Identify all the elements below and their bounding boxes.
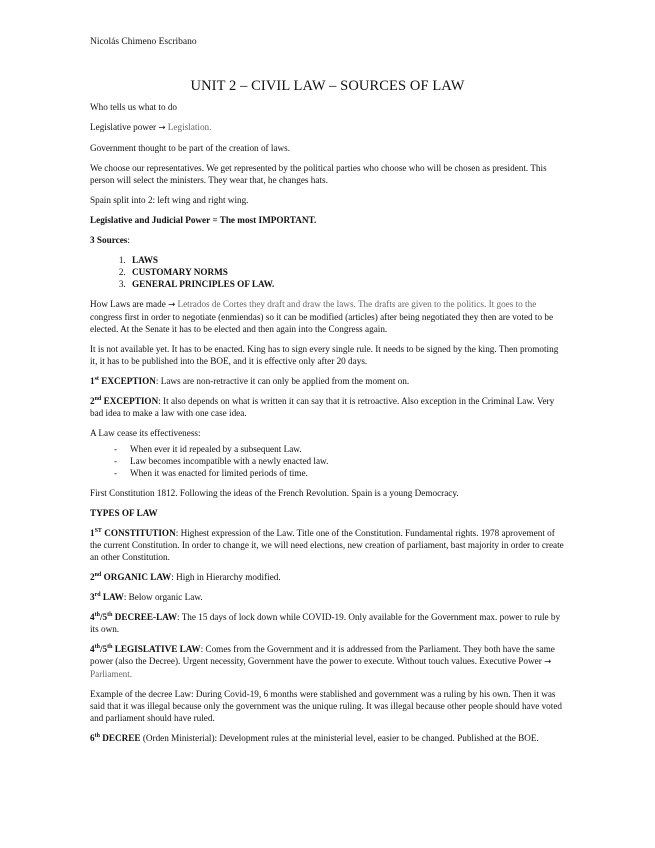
sources-colon: :	[127, 235, 130, 245]
author-header: Nicolás Chimeno Escribano	[90, 37, 197, 47]
legislative-label: Legislative power	[90, 122, 157, 132]
list-item: - When ever it id repealed by a subsequent Law.	[114, 443, 565, 455]
type-number: 1	[90, 528, 95, 538]
type-text: (Orden Ministerial): Development rules at the ministerial level, easier to be changed. Published at the BOE.	[140, 733, 539, 743]
types-heading-text: TYPES OF LAW	[90, 508, 158, 518]
type-decree	[90, 732, 565, 744]
powers-important	[90, 214, 565, 226]
ordinal-suffix: th	[107, 643, 113, 650]
list-item	[128, 278, 565, 290]
example-decree: Example of the decree Law: During Covid-19, 6 months were stablished and government was a ruling by his own. Then it was said that it was illegal because only the government was the unique ruling. It was illegal because other people should have voted and parliament should have ruled.	[90, 689, 562, 723]
type-text: : The 15 days of lock down while COVID-19. Only available for the Government max. power to rule by its own.	[90, 612, 561, 634]
exception-1	[90, 375, 565, 387]
ordinal-suffix: nd	[94, 395, 102, 402]
ordinal-suffix: th	[94, 643, 100, 650]
first-constitution: First Constitution 1812. Following the ideas of the French Revolution. Spain is a young Democracy.	[90, 488, 459, 498]
arrow-right-icon: →	[168, 300, 176, 310]
list-item: - When it was enacted for limited periods of time.	[114, 467, 565, 479]
how-laws-text: congress first in order to negotiate (enmiendas) so it can be modified (articles) after being negotiated they then are voted to be elected. At the Senate it has to be elected and then again into the Congress again.	[90, 312, 554, 334]
type-number: 3	[90, 592, 95, 602]
ordinal-suffix: ST	[94, 527, 102, 534]
type-label: LEGISLATIVE LAW	[114, 644, 201, 654]
type-constitution	[90, 527, 565, 563]
intro-line: Who tells us what to do	[90, 102, 178, 112]
ordinal-suffix: th	[107, 611, 113, 618]
exception-text: : Laws are non-retractive it can only be applied from the moment on.	[155, 376, 410, 386]
ordinal-suffix: th	[94, 732, 100, 739]
not-available-paragraph: It is not available yet. It has to be enacted. King has to sign every single rule. It needs to be signed by the king. Then promoting it, it has to be published into the BOE, and it is effective only after 20 days.	[90, 344, 559, 366]
exception-number: 2	[90, 396, 95, 406]
list-item	[128, 266, 565, 278]
document-title: UNIT 2 – CIVIL LAW – SOURCES OF LAW	[190, 78, 465, 94]
type-label: LAW	[102, 592, 124, 602]
exception-label: EXCEPTION	[101, 376, 156, 386]
type-label: DECREE	[102, 733, 141, 743]
cease-intro: A Law cease its effectiveness:	[90, 428, 201, 438]
ordinal-suffix: rd	[94, 591, 101, 598]
type-label: DECREE-LAW	[114, 612, 178, 622]
type-text: : Comes from the Government and it is addressed from the Parliament. They both have the same power (also the Decree). Urgent necessity, Government have the power to execute. Without touch values. Executive Power	[90, 644, 555, 666]
ordinal-suffix: nd	[94, 571, 102, 578]
type-decree-law	[90, 611, 565, 635]
arrow-right-icon: →	[544, 657, 552, 667]
type-separator: /5	[99, 644, 108, 654]
legislative-target: Legislation.	[167, 122, 212, 132]
how-laws-gray-text: Letrados de Cortes they draft and draw the laws. The drafts are given to the politics. It goes to the	[177, 299, 537, 309]
list-item	[128, 254, 565, 266]
document-body	[90, 101, 565, 752]
type-label: CONSTITUTION	[104, 528, 176, 538]
government-thought: Government thought to be part of the creation of laws.	[90, 143, 291, 153]
source-item-text: LAWS	[132, 255, 159, 265]
exception-label: EXCEPTION	[103, 396, 159, 406]
type-text: : High in Hierarchy modified.	[171, 572, 281, 582]
spain-split-line: Spain split into 2: left wing and right wing.	[90, 195, 249, 205]
arrow-right-icon: →	[158, 123, 166, 133]
type-organic-law	[90, 571, 565, 583]
exception-text: : It also depends on what is written it can say that it is retroactive. Also exception in the Criminal Law. Very bad idea to make a law with one case idea.	[90, 396, 555, 418]
source-item-text: CUSTOMARY NORMS	[132, 267, 228, 277]
list-item: - Law becomes incompatible with a newly enacted law.	[114, 455, 565, 467]
type-text: : Below organic Law.	[123, 592, 203, 602]
how-laws-paragraph	[90, 298, 565, 335]
type-number: 4	[90, 612, 95, 622]
cease-list	[90, 443, 565, 479]
sources-label: 3 Sources	[90, 235, 128, 245]
ordinal-suffix: st	[94, 375, 99, 382]
powers-important-text: Legislative and Judicial Power = The most IMPORTANT.	[90, 215, 317, 225]
sources-list	[90, 254, 565, 290]
type-legislative-law	[90, 643, 565, 680]
type-gray-tail: Parliament.	[90, 669, 133, 679]
legislative-line	[90, 121, 565, 134]
type-separator: /5	[99, 612, 108, 622]
exception-2	[90, 395, 565, 419]
type-law	[90, 591, 565, 603]
how-laws-label: How Laws are made	[90, 299, 166, 309]
sources-heading	[90, 234, 565, 246]
ordinal-suffix: th	[94, 611, 100, 618]
exception-number: 1	[90, 376, 95, 386]
type-number: 6	[90, 733, 95, 743]
type-number: 4	[90, 644, 95, 654]
types-heading	[90, 507, 565, 519]
type-number: 2	[90, 572, 95, 582]
type-text: : Highest expression of the Law. Title one of the Constitution. Fundamental rights. 1978 aprovement of the current Constitution. In order to change it, we will need elections, new creation of parliament, bast majority in order to create an other Constitution.	[90, 528, 564, 562]
representatives-paragraph: We choose our representatives. We get represented by the political parties who choose who will be chosen as president. This person will select the ministers. They wear that, he changes hats.	[90, 163, 547, 185]
type-label: ORGANIC LAW	[103, 572, 172, 582]
source-item-text: GENERAL PRINCIPLES OF LAW.	[132, 279, 275, 289]
